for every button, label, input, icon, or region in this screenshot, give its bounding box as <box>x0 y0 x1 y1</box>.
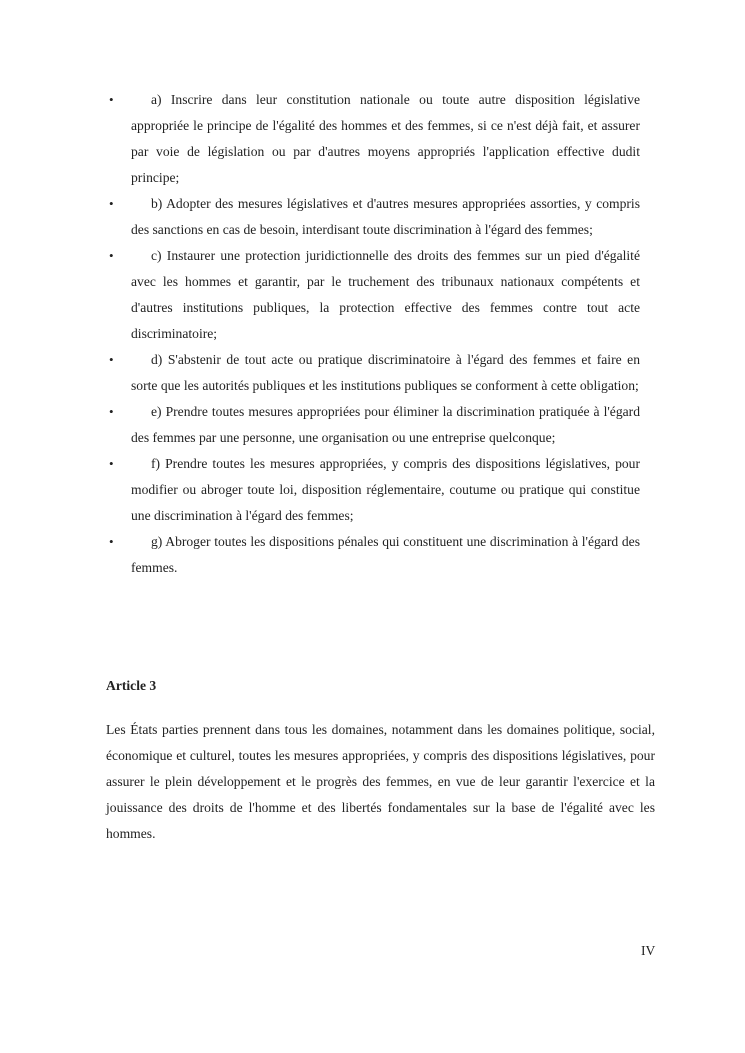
list-item <box>106 243 640 347</box>
list-item-text: g) Abroger toutes les dispositions pénales qui constituent une discrimination à l'égard des femmes. <box>131 534 640 575</box>
list-item-text: b) Adopter des mesures législatives et d'autres mesures appropriées assorties, y compris des sanctions en cas de besoin, interdisant toute discrimination à l'égard des femmes; <box>131 196 640 237</box>
bullet-icon: • <box>109 404 114 419</box>
list-item-text: f) Prendre toutes les mesures appropriées, y compris des dispositions législatives, pour modifier ou abroger toute loi, disposition réglementaire, coutume ou pratique qui constitue une discrimination à l'égard des femmes; <box>131 456 640 523</box>
list-item <box>106 529 640 581</box>
bullet-icon: • <box>109 352 114 367</box>
list-item <box>106 399 640 451</box>
bullet-icon: • <box>109 456 114 471</box>
bullet-icon: • <box>109 196 114 211</box>
bullet-icon: • <box>109 92 114 107</box>
list-item-text: a) Inscrire dans leur constitution nationale ou toute autre disposition législative appropriée le principe de l'égalité des hommes et des femmes, si ce n'est déjà fait, et assurer par voie de législation ou par d'autres moyens appropriés l'application effective dudit principe; <box>131 92 640 185</box>
list-item <box>106 191 640 243</box>
article-paragraph: Les États parties prennent dans tous les domaines, notamment dans les domaines politique, social, économique et culturel, toutes les mesures appropriées, y compris des dispositions législatives, pour assurer le plein développement et le progrès des femmes, en vue de leur garantir l'exercice et la jouissance des droits de l'homme et des libertés fondamentales sur la base de l'égalité avec les hommes. <box>106 722 655 841</box>
article-heading: Article 3 <box>106 678 157 693</box>
list-item <box>106 451 640 529</box>
list-item <box>106 347 640 399</box>
list-item-text: c) Instaurer une protection juridictionnelle des droits des femmes sur un pied d'égalité avec les hommes et garantir, par le truchement des tribunaux nationaux compétents et d'autres institutions publiques, la protection effective des femmes contre tout acte discriminatoire; <box>131 248 640 341</box>
list-item-text: d) S'abstenir de tout acte ou pratique discriminatoire à l'égard des femmes et faire en sorte que les autorités publiques et les institutions publiques se conforment à cette obligation; <box>131 352 640 393</box>
list-item-text: e) Prendre toutes mesures appropriées pour éliminer la discrimination pratiquée à l'égard des femmes par une personne, une organisation ou une entreprise quelconque; <box>131 404 640 445</box>
bullet-icon: • <box>109 534 114 549</box>
list-item <box>106 87 640 191</box>
page-number: IV <box>641 943 656 958</box>
bullet-icon: • <box>109 248 114 263</box>
obligations-list <box>106 87 640 581</box>
